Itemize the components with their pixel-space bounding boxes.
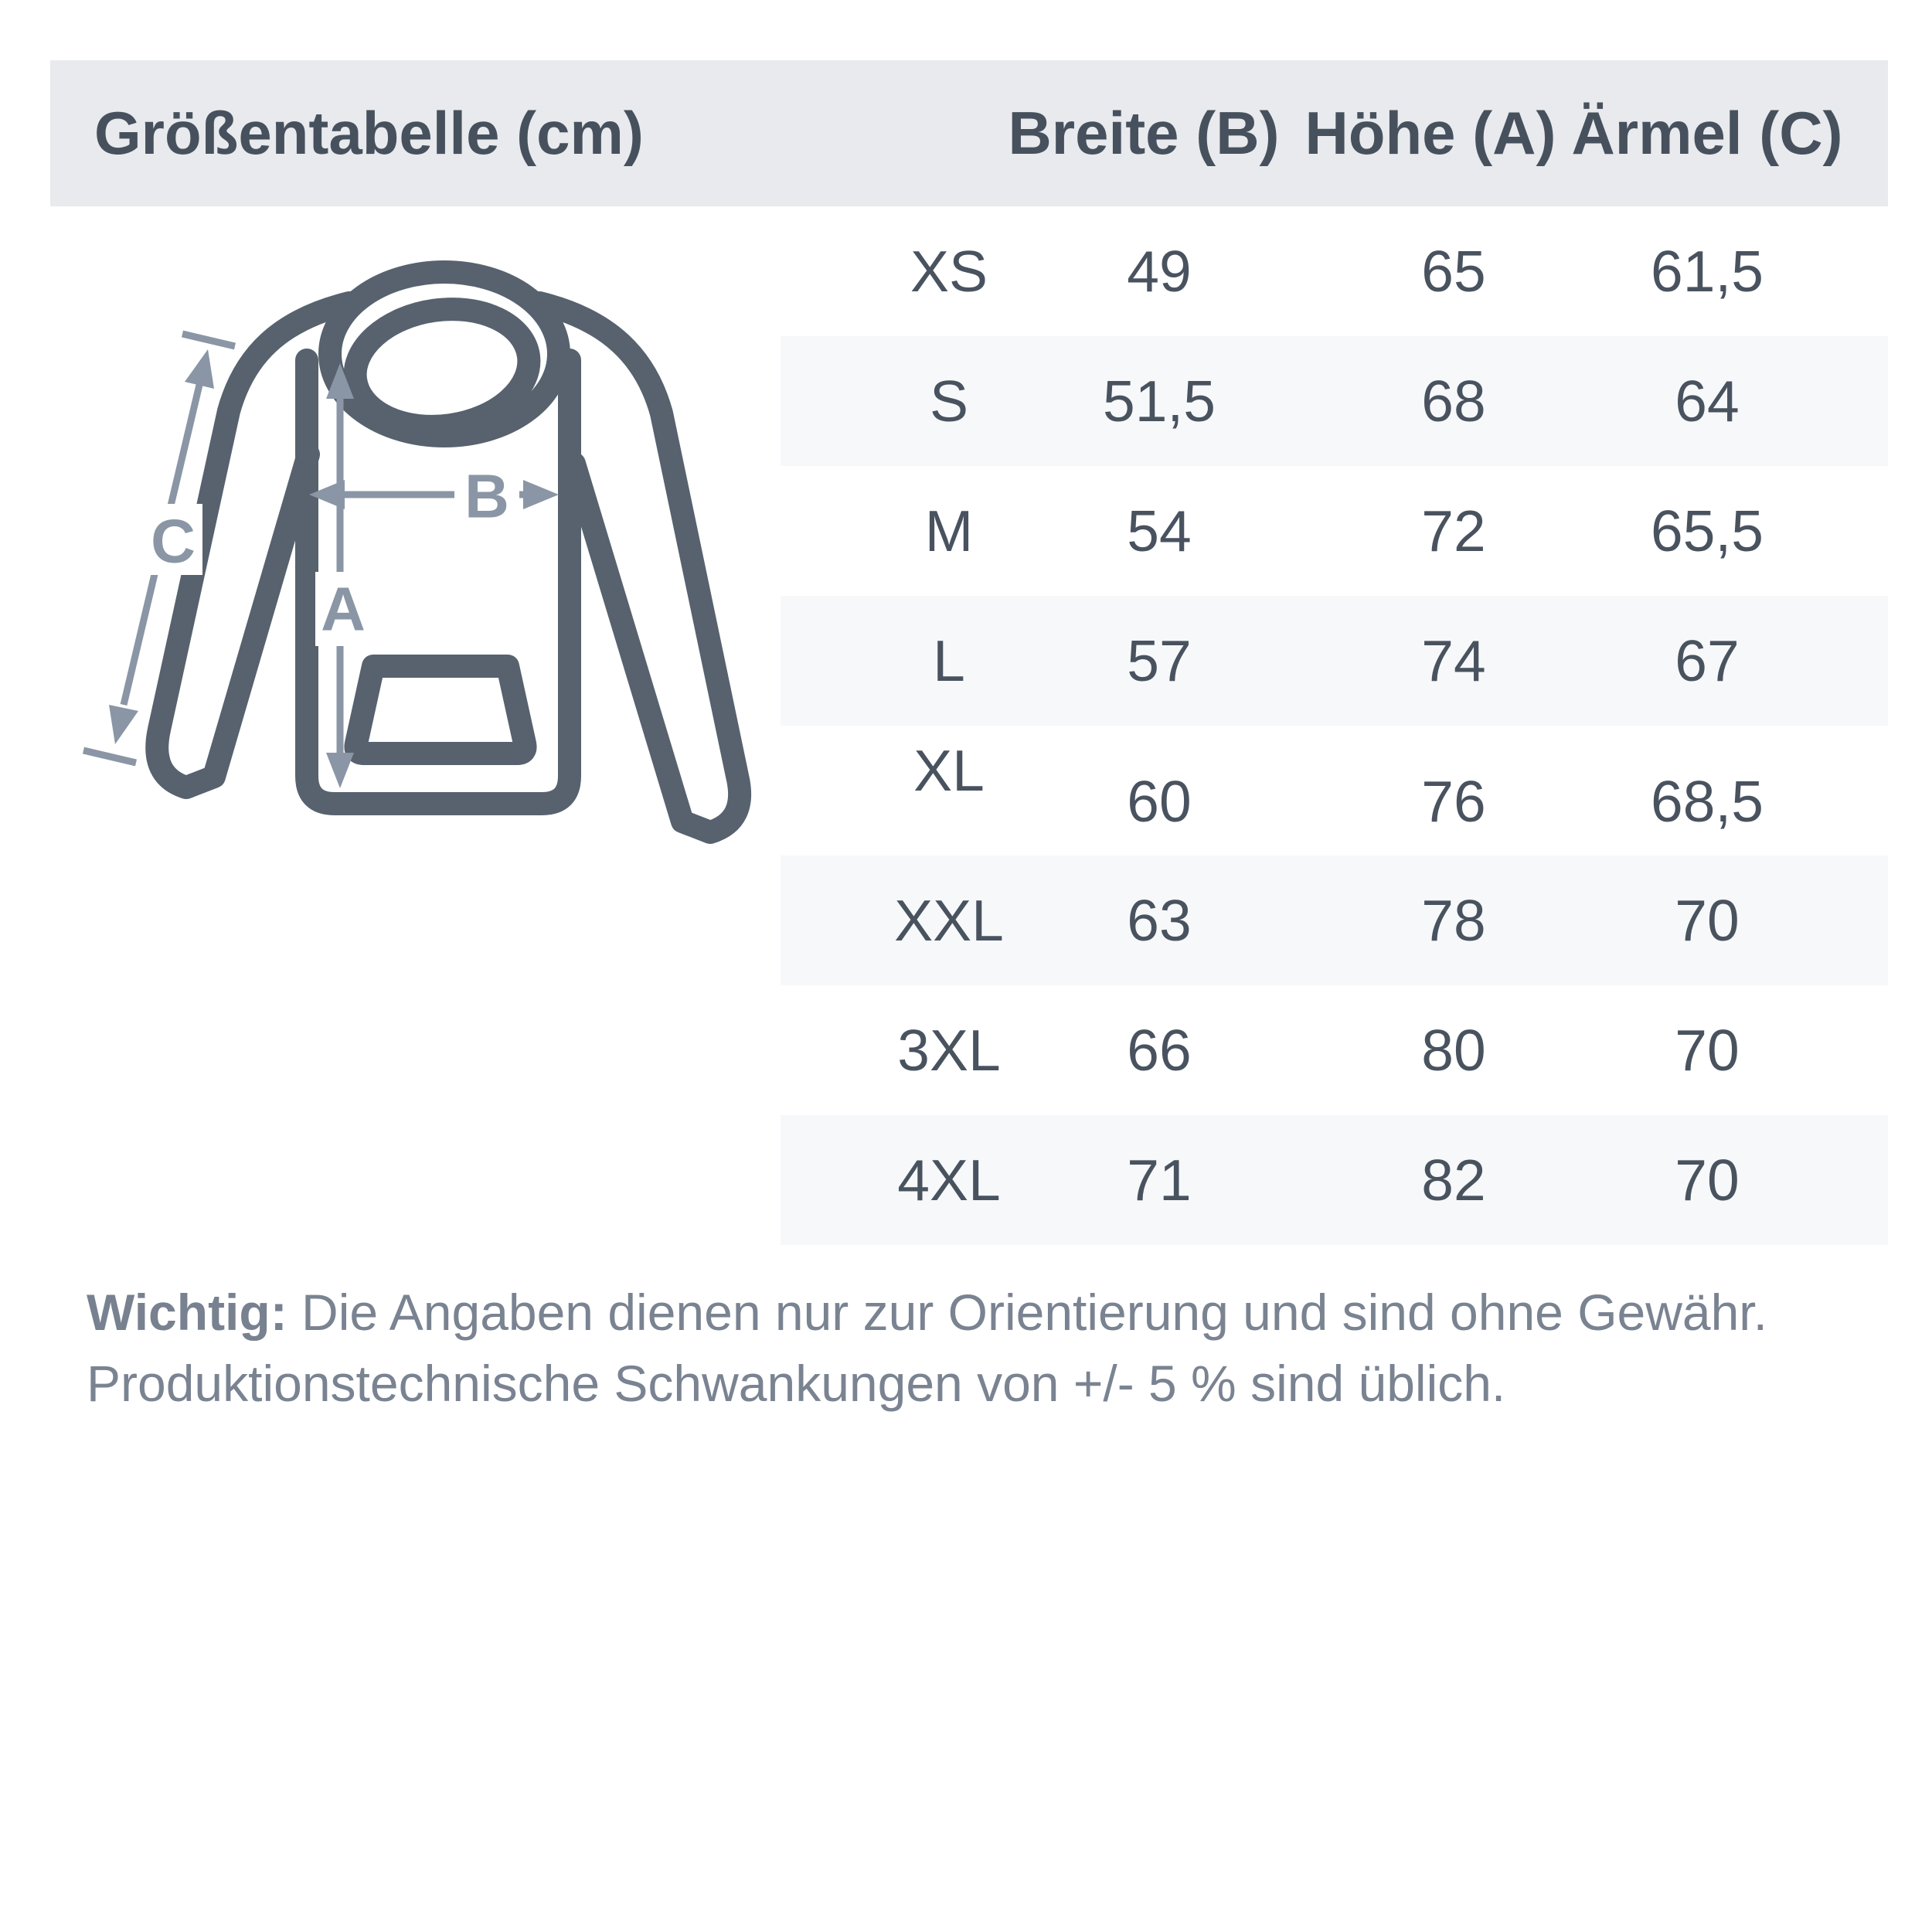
- height-value: 82: [1421, 1148, 1486, 1213]
- sleeve-value: 67: [1675, 628, 1740, 693]
- width-value: 66: [1127, 1018, 1192, 1083]
- width-value: 54: [1127, 498, 1192, 563]
- height-value: 72: [1421, 498, 1486, 563]
- sleeve-value: 61,5: [1651, 239, 1764, 304]
- height-value: 68: [1421, 369, 1486, 434]
- table-row: [781, 336, 1888, 466]
- table-row: [781, 206, 1888, 336]
- column-header-width: Breite (B): [1008, 99, 1280, 167]
- sleeve-value: 68,5: [1651, 769, 1764, 834]
- size-label: 3XL: [897, 1018, 1001, 1083]
- sleeve-value: 70: [1675, 888, 1740, 953]
- width-value: 60: [1127, 769, 1192, 834]
- width-value: 51,5: [1103, 369, 1216, 434]
- disclaimer-line-1-text: Die Angaben dienen nur zur Orientierung und sind ohne Gewähr.: [301, 1284, 1767, 1341]
- size-table: [781, 206, 1888, 1245]
- table-row: [781, 985, 1888, 1115]
- disclaimer-line-2: Produktionstechnische Schwankungen von +/- 5 % sind üblich.: [87, 1355, 1506, 1412]
- header-band: [50, 60, 1888, 206]
- height-value: 65: [1421, 239, 1486, 304]
- dimension-b-arrow: [309, 462, 559, 531]
- height-value: 78: [1421, 888, 1486, 953]
- hoodie-pocket: [355, 666, 525, 753]
- size-label: 4XL: [897, 1148, 1001, 1213]
- height-value: 76: [1421, 769, 1486, 834]
- column-header-height: Höhe (A): [1304, 99, 1556, 167]
- disclaimer-bold-prefix: Wichtig:: [87, 1284, 287, 1341]
- width-value: 63: [1127, 888, 1192, 953]
- table-row: [781, 855, 1888, 985]
- disclaimer-line-1: [87, 1277, 1879, 1348]
- size-label: S: [929, 369, 969, 434]
- hoodie-measurement-diagram: [46, 201, 819, 896]
- table-row: [781, 1115, 1888, 1245]
- disclaimer: [87, 1277, 1879, 1419]
- sleeve-value: 65,5: [1651, 498, 1764, 563]
- size-label: M: [924, 498, 974, 563]
- height-value: 74: [1421, 628, 1486, 693]
- width-value: 57: [1127, 628, 1192, 693]
- label-c: C: [151, 506, 196, 576]
- label-a: A: [321, 574, 366, 644]
- width-value: 71: [1127, 1148, 1192, 1213]
- column-header-sleeve: Ärmel (C): [1571, 99, 1843, 167]
- table-row: [781, 466, 1888, 596]
- size-label: XXL: [894, 888, 1004, 953]
- label-b: B: [464, 461, 509, 531]
- page-title: Größentabelle (cm): [94, 99, 644, 167]
- size-label: XL: [913, 738, 985, 803]
- size-label: XS: [910, 239, 988, 304]
- width-value: 49: [1127, 239, 1192, 304]
- sleeve-value: 64: [1675, 369, 1740, 434]
- sleeve-value: 70: [1675, 1148, 1740, 1213]
- height-value: 80: [1421, 1018, 1486, 1083]
- size-label: L: [933, 628, 965, 693]
- sleeve-value: 70: [1675, 1018, 1740, 1083]
- table-row: [781, 726, 1888, 855]
